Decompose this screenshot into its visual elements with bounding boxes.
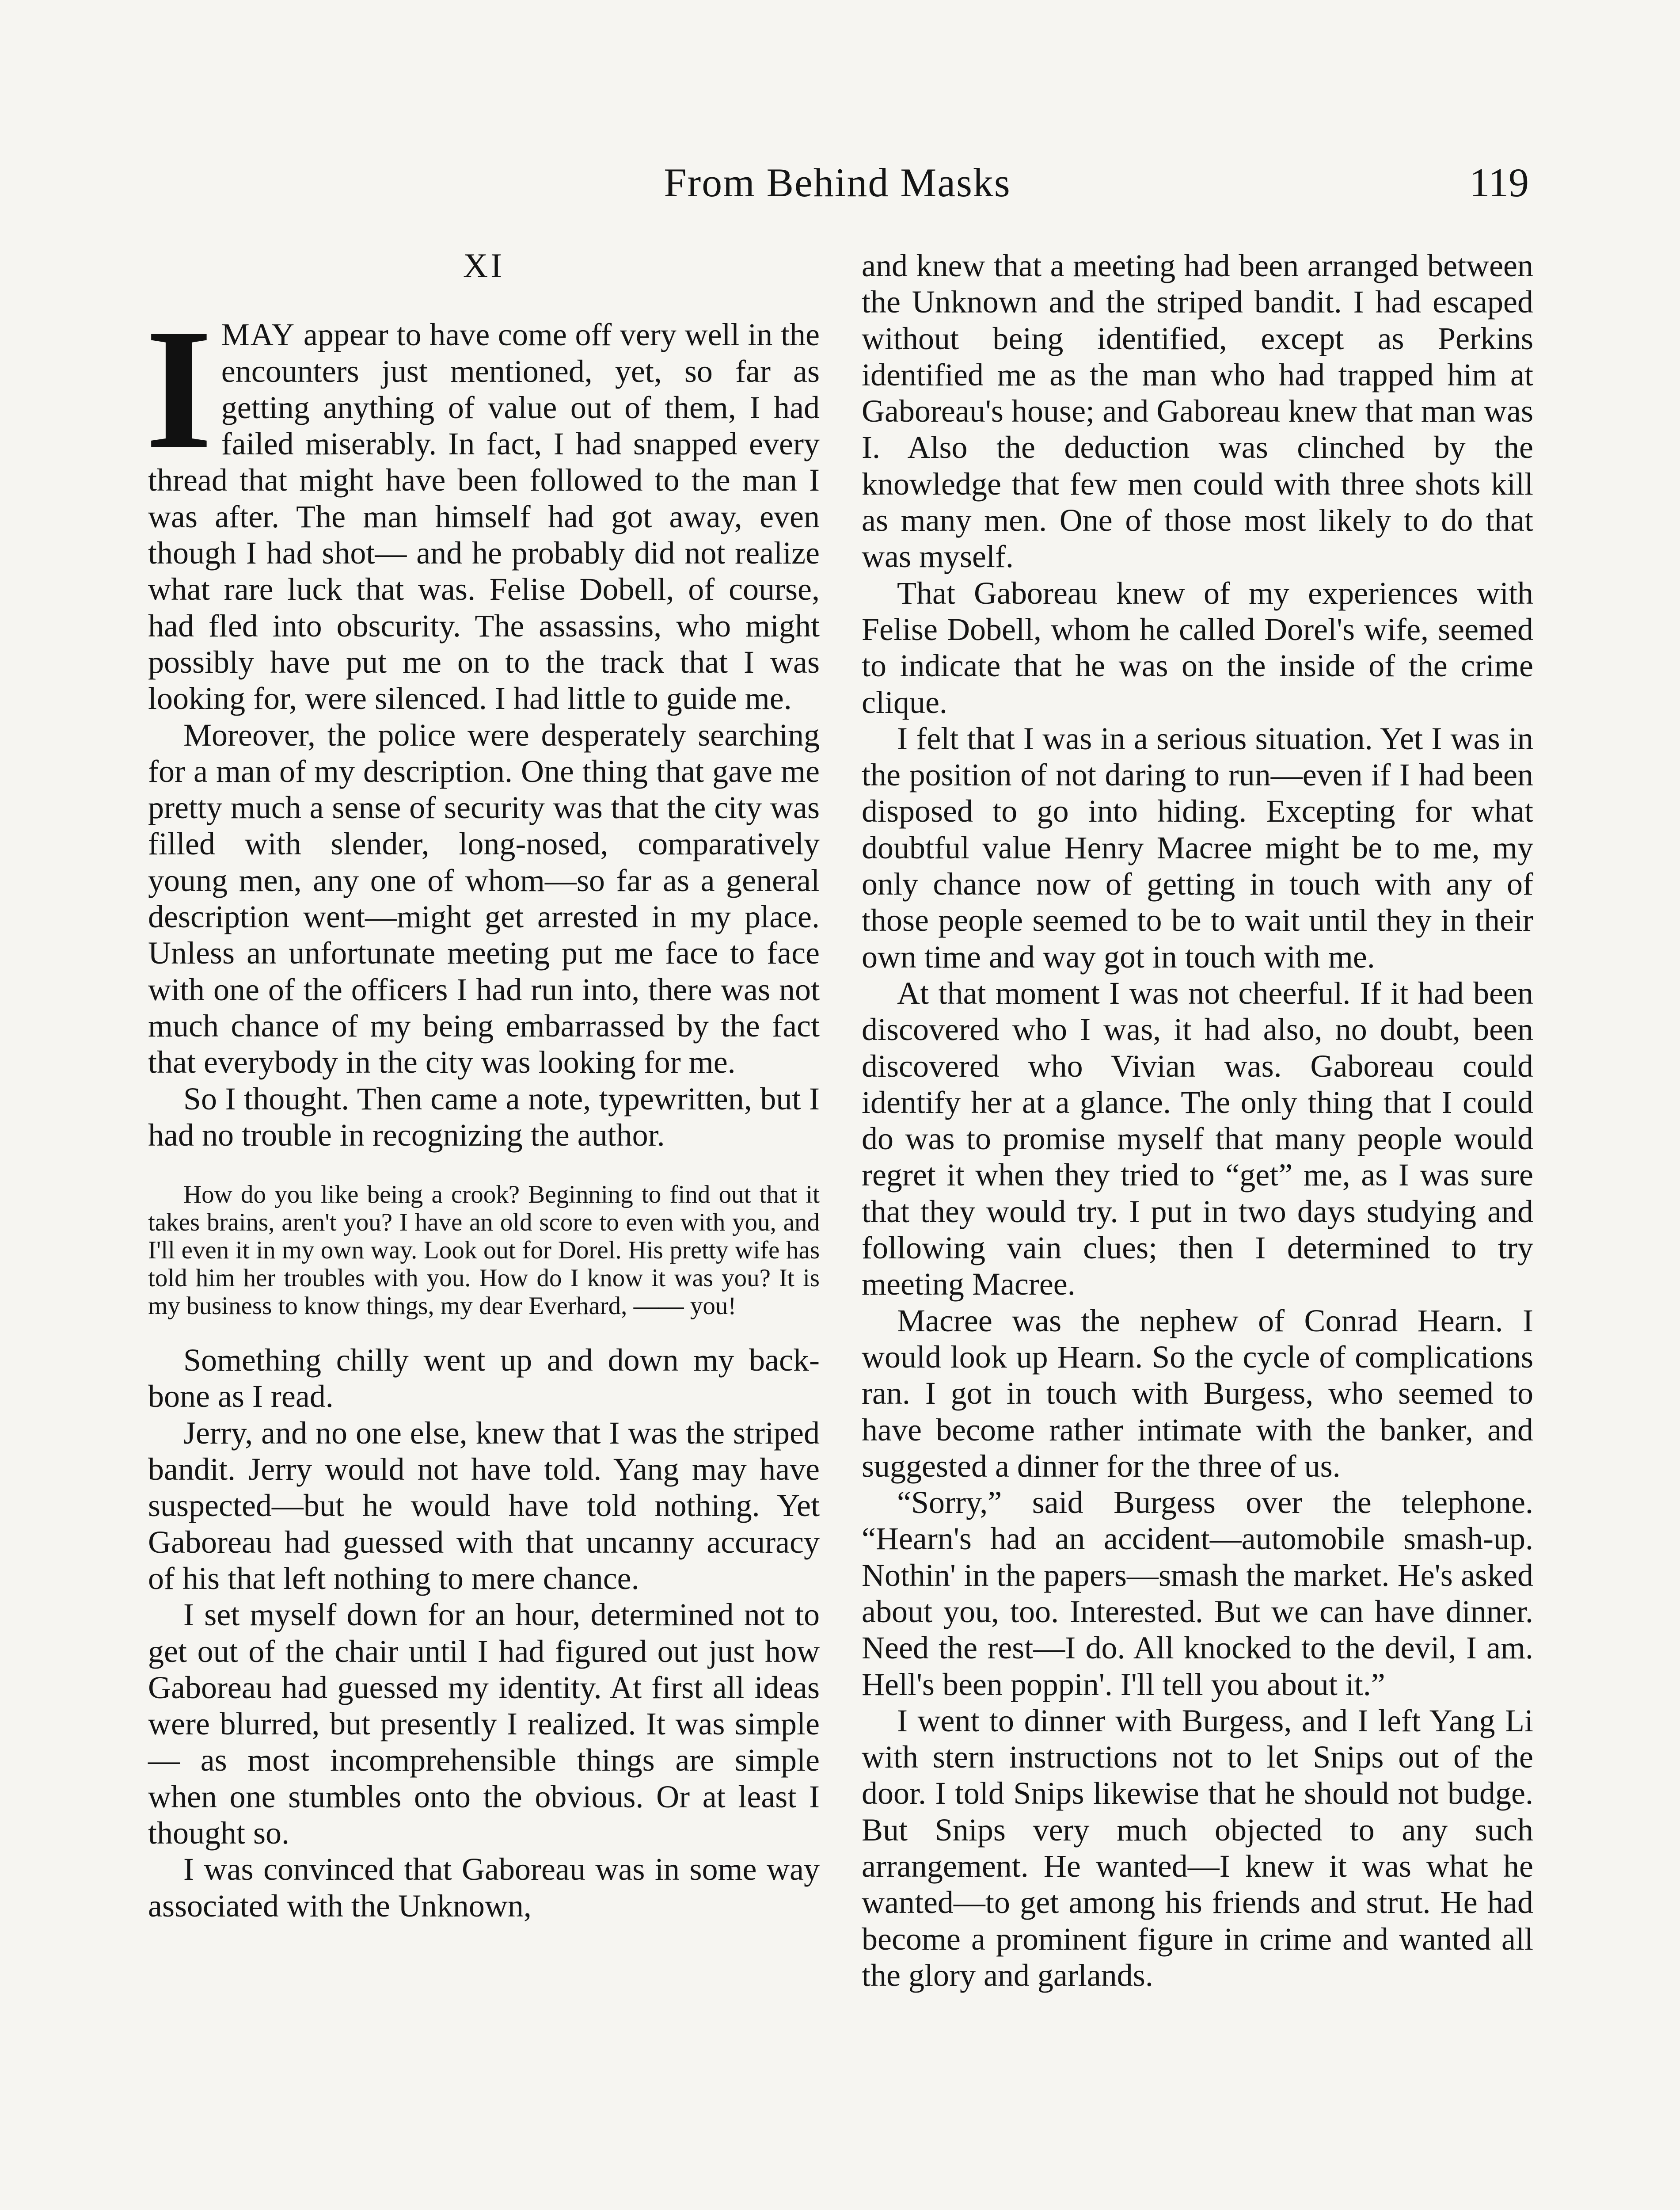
opening-paragraph-text: appear to have come off very well in the encounters just mentioned, yet, so far as getting anything of value out of them, I had failed miserably. In fact, I had snapped every thread that might have been followed to the man I was after. The man himself had got away, even though I had shot— and he probably did not realize what rare luck that was. Felise Dobell, of course, had fled into obscurity. The assassins, who might possibly have put me on to the track that I was looking for, were silenced. I had little to guide me. bbox=[148, 317, 820, 716]
running-title: From Behind Masks bbox=[664, 160, 1011, 205]
paragraph: Macree was the nephew of Conrad Hearn. I would look up Hearn. So the cycle of complications ran. I got in touch with Burgess, who seemed to have become rather intimate with the banker, and suggested a dinner for the three of us. bbox=[862, 1303, 1533, 1484]
right-column bbox=[862, 248, 1533, 1993]
paragraph: Something chilly went up and down my back-bone as I read. bbox=[148, 1342, 820, 1414]
paragraph: I set myself down for an hour, determined not to get out of the chair until I had figured out just how Gaboreau had guessed my identity. At first all ideas were blurred, but presently I realized. It was simple— as most incomprehensible things are simple when one stumbles onto the obvious. Or at least I thought so. bbox=[148, 1597, 820, 1851]
paragraph: “Sorry,” said Burgess over the telephone. “Hearn's had an accident—automobile smash-up. Nothin' in the papers—smash the market. He's asked about you, too. Interested. But we can have dinner. Need the rest—I do. All knocked to the devil, I am. Hell's been poppin'. I'll tell you about it.” bbox=[862, 1485, 1533, 1702]
chapter-heading: XI bbox=[463, 246, 505, 285]
paragraph: At that moment I was not cheerful. If it had been discovered who I was, it had also, no doubt, been discovered who Vivian was. Gaboreau could identify her at a glance. The only thing that I could do was to promise myself that many people would regret it when they tried to “get” me, as I was sure that they would try. I put in two days studying and following vain clues; then I determined to try meeting Macree. bbox=[862, 975, 1533, 1302]
paragraph: I was convinced that Gaboreau was in some way associated with the Unknown, bbox=[148, 1852, 820, 1924]
paragraph: I went to dinner with Burgess, and I left Yang Li with stern instructions not to let Snips out of the door. I told Snips likewise that he should not budge. But Snips very much objected to any such arrangement. He wanted—I knew it was what he wanted—to get among his friends and strut. He had become a prominent figure in crime and wanted all the glory and garlands. bbox=[862, 1703, 1533, 1993]
opening-small-caps: MAY bbox=[221, 317, 296, 353]
paragraph: So I thought. Then came a note, typewritten, but I had no trouble in recognizing the author. bbox=[148, 1081, 820, 1153]
quoted-letter: How do you like being a crook? Beginning to find out that it takes brains, aren't you? I have an old score to even with you, and I'll even it in my own way. Look out for Dorel. His pretty wife has told him her troubles with you. How do I know it was you? It is my business to know things, my dear Everhard, —— you! bbox=[148, 1181, 820, 1320]
paragraph: Jerry, and no one else, knew that I was the striped bandit. Jerry would not have told. Yang may have suspected—but he would have told nothing. Yet Gaboreau had guessed with that uncanny accuracy of his that left nothing to mere chance. bbox=[148, 1415, 820, 1596]
paragraph-continued: and knew that a meeting had been arranged between the Unknown and the striped bandit. I had escaped without being identified, except as Perkins identified me as the man who had trapped him at Gaboreau's house; and Gaboreau knew that man was I. Also the deduction was clinched by the knowledge that few men could with three shots kill as many men. One of those most likely to do that was myself. bbox=[862, 248, 1533, 575]
page-number: 119 bbox=[1469, 160, 1529, 205]
left-column bbox=[145, 246, 820, 1924]
paragraph: That Gaboreau knew of my experiences with Felise Dobell, whom he called Dorel's wife, seemed to indicate that he was on the inside of the crime clique. bbox=[862, 575, 1533, 720]
running-head bbox=[146, 159, 1529, 208]
paragraph: I felt that I was in a serious situation. Yet I was in the position of not daring to run—even if I had been disposed to go into hiding. Excepting for what doubtful value Henry Macree might be to me, my only chance now of getting in touch with any of those people seemed to be to wait until they in their own time and way got in touch with me. bbox=[862, 720, 1533, 975]
opening-paragraph bbox=[145, 293, 820, 716]
paragraph: Moreover, the police were desperately searching for a man of my description. One thing that gave me pretty much a sense of security was that the city was filled with slender, long-nosed, comparatively young men, any one of whom—so far as a general description went—might get arrested in my place. Unless an unfortunate meeting put me face to face with one of the officers I had run into, there was not much chance of my being embarrassed by the fact that everybody in the city was looking for me. bbox=[148, 717, 820, 1080]
drop-cap: I bbox=[145, 293, 213, 485]
